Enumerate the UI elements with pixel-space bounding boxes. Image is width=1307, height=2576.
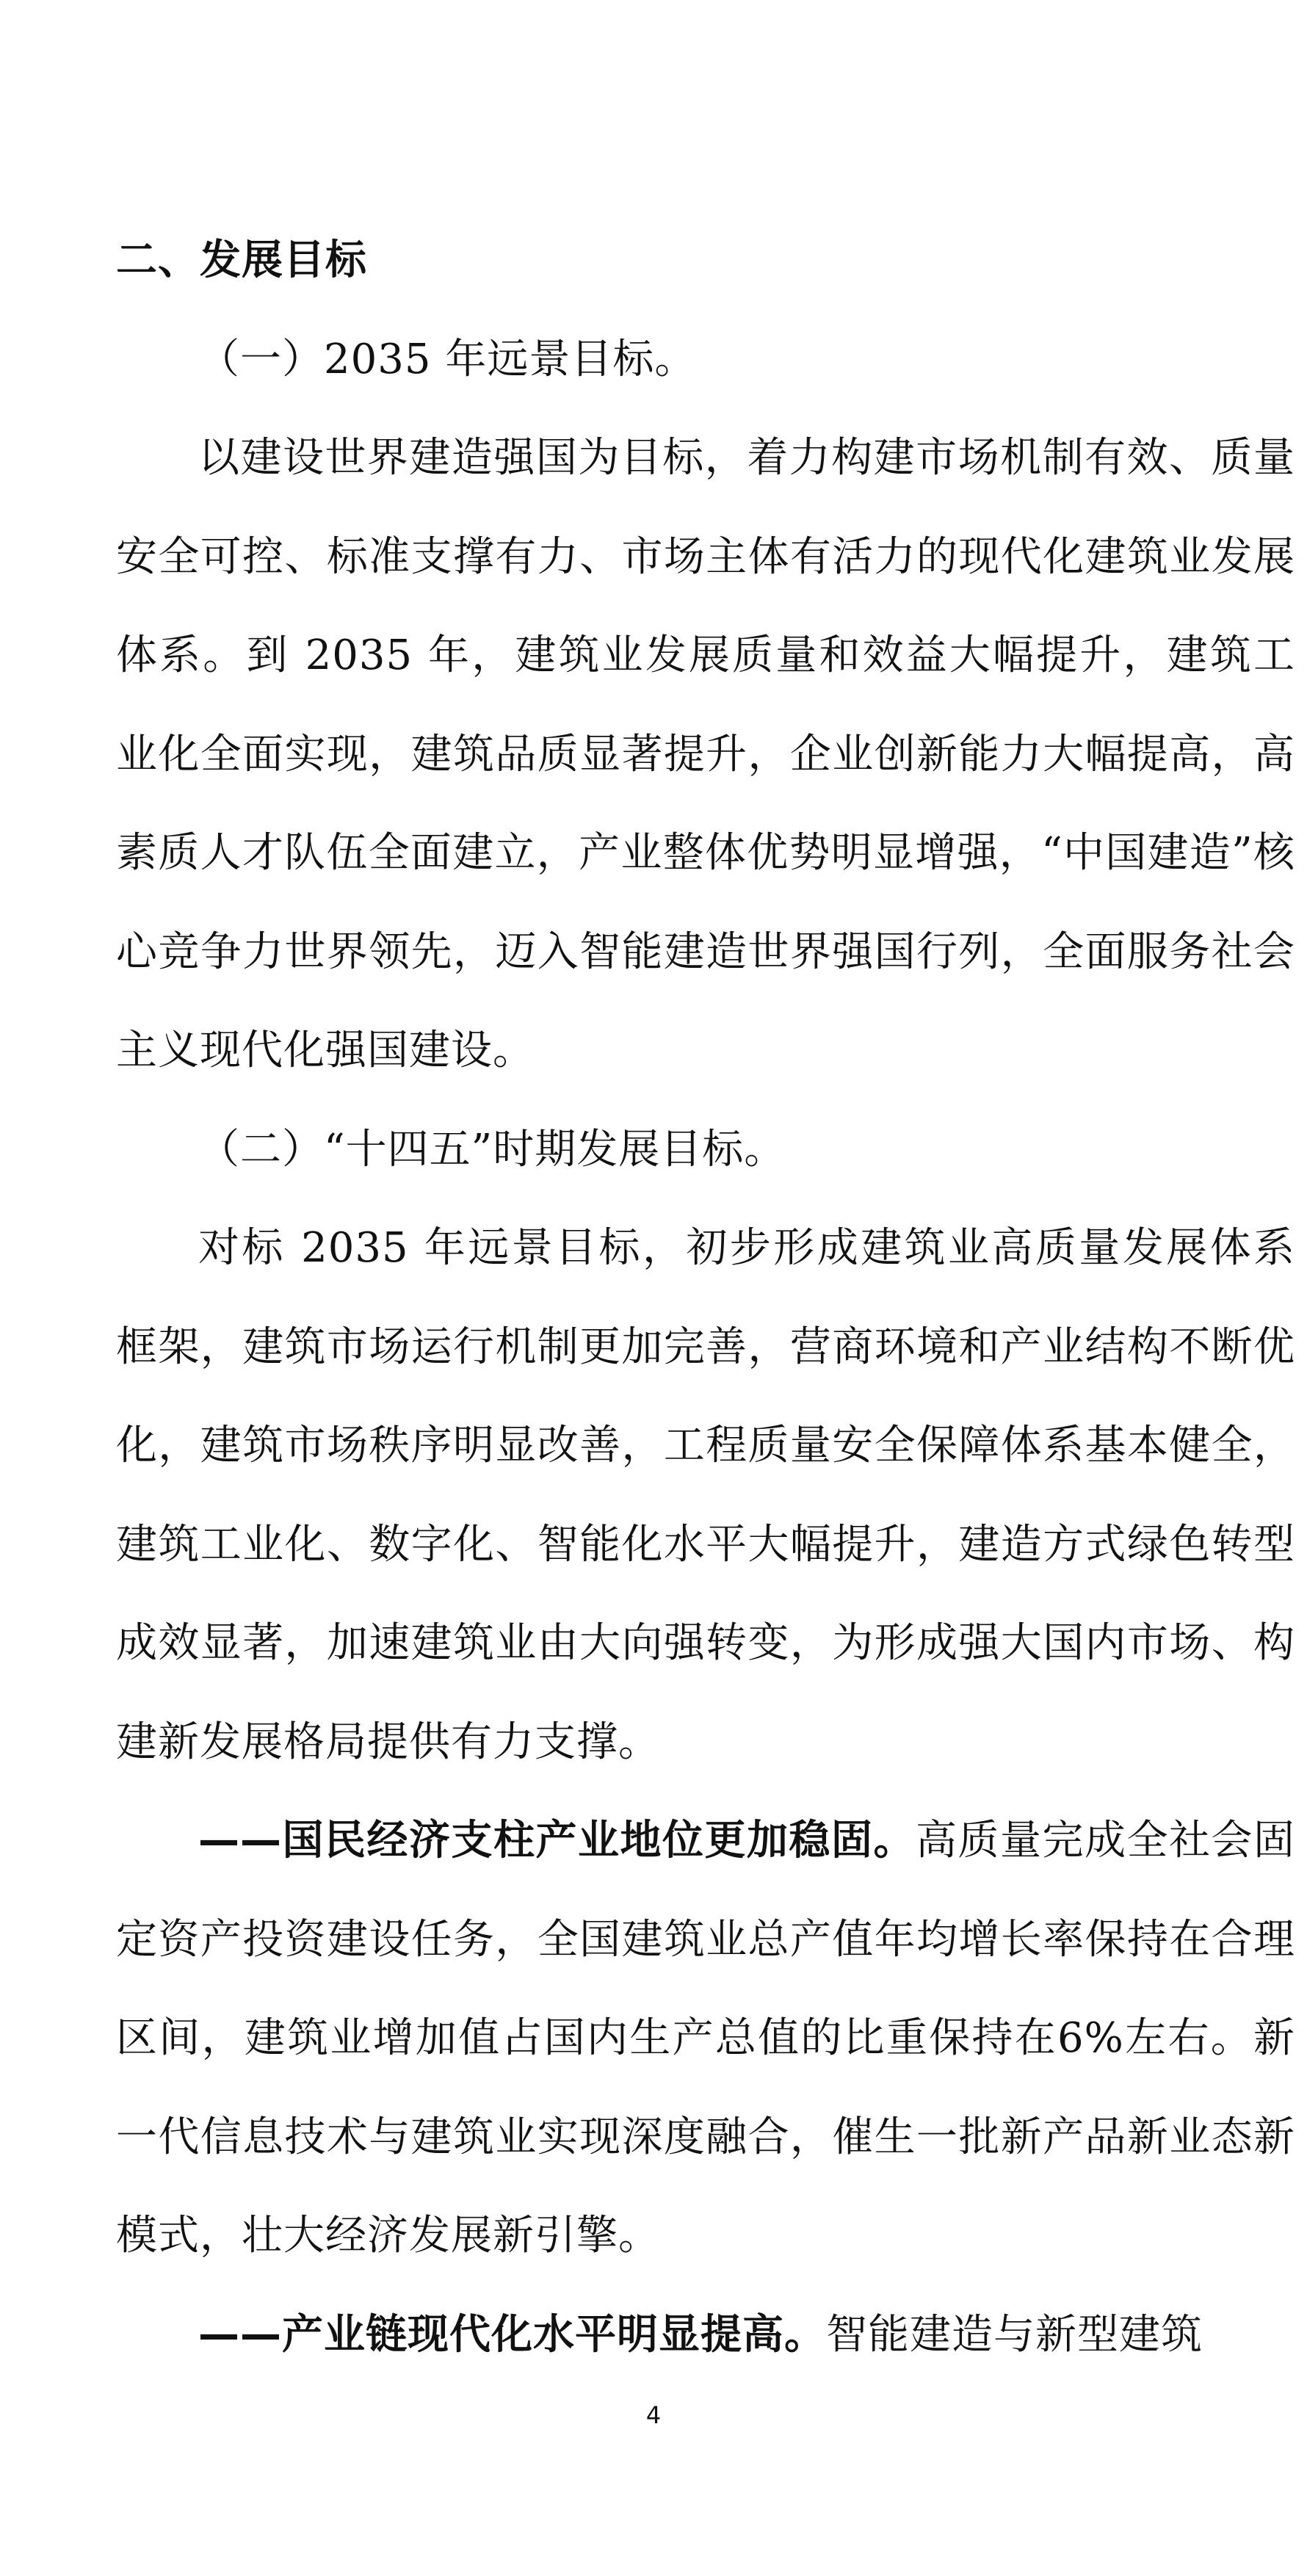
paragraph-pillar-industry (116, 1792, 1295, 2286)
paragraph-pillar-industry-lead: ——国民经济支柱产业地位更加稳固。 (198, 1817, 916, 1864)
sub-heading-14th-five-year: （二）“十四五”时期发展目标。 (198, 1125, 786, 1173)
document-body (116, 211, 1295, 2384)
paragraph-industry-chain-body: 智能建造与新型建筑 (826, 2310, 1203, 2359)
paragraph-industry-chain-lead: ——产业链现代化水平明显提高。 (198, 2310, 826, 2359)
section-heading: 二、发展目标 (116, 236, 367, 284)
paragraph-14th-five-year: 对标 2035 年远景目标，初步形成建筑业高质量发展体系框架，建筑市场运行机制更加完善，营商环境和产业结构不断优化，建筑市场秩序明显改善，工程质量安全保障体系基本健全，建筑工业化、数字化、智能化水平大幅提升，建造方式绿色转型成效显著，加速建筑业由大向强转变，为形成强大国内市场、构建新发展格局提供有力支撑。 (116, 1224, 1295, 1766)
paragraph-pillar-industry-body: 高质量完成全社会固定资产投资建设任务，全国建筑业总产值年均增长率保持在合理区间，建筑业增加值占国内生产总值的比重保持在6%左右。新一代信息技术与建筑业实现深度融合，催生一批新产品新业态新模式，壮大经济发展新引擎。 (116, 1817, 1295, 2260)
paragraph-vision-2035: 以建设世界建造强国为目标，着力构建市场机制有效、质量安全可控、标准支撑有力、市场主体有活力的现代化建筑业发展体系。到 2035 年，建筑业发展质量和效益大幅提升，建筑工业化全面实现，建筑品质显著提升，企业创新能力大幅提高，高素质人才队伍全面建立，产业整体优势明显增强，“中国建造”核心竞争力世界领先，迈入智能建造世界强国行列，全面服务社会主义现代化强国建设。 (116, 434, 1295, 1074)
page-number: 4 (645, 2401, 662, 2429)
sub-heading-vision-2035: （一）2035 年远景目标。 (198, 335, 697, 383)
paragraph-industry-chain (116, 2286, 1295, 2385)
